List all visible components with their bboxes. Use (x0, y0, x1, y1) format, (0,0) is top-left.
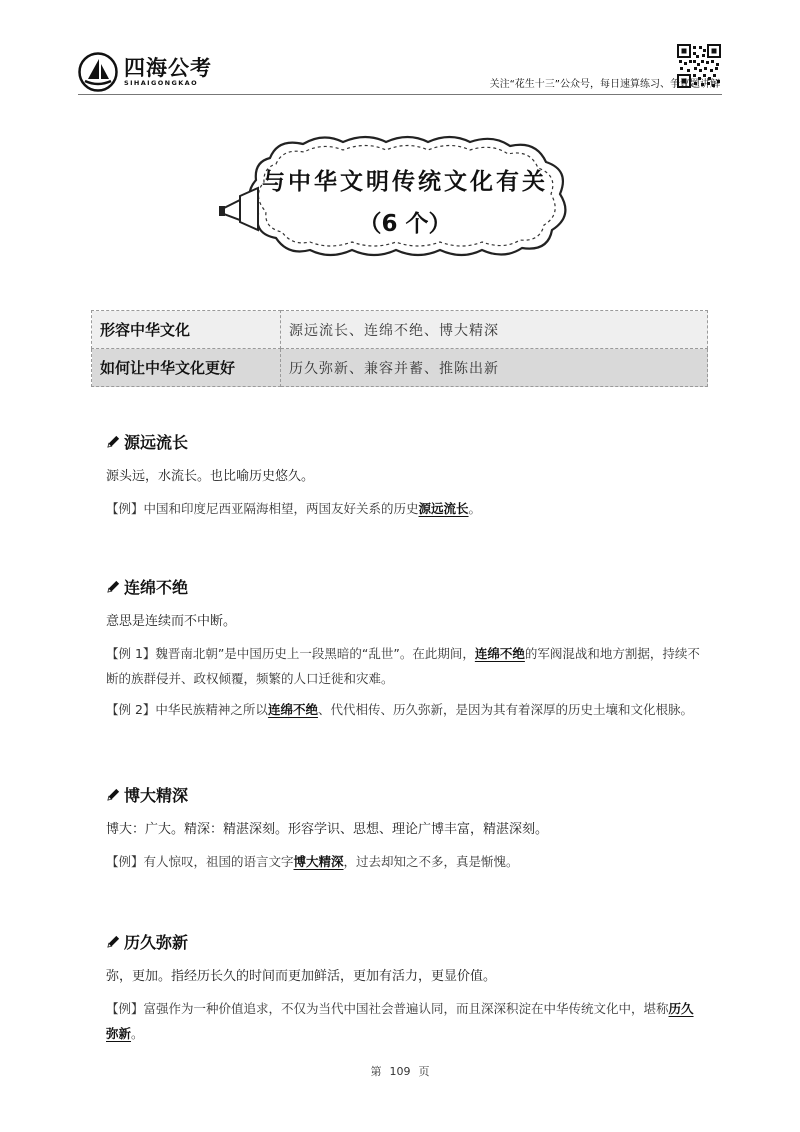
entry-definition: 博大：广大。精深：精湛深刻。形容学识、思想、理论广博丰富，精湛深刻。 (106, 822, 549, 837)
entry-definition: 弥，更加。指经历长久的时间而更加鲜活，更加有活力，更显价值。 (106, 969, 497, 984)
summary-table (91, 310, 708, 387)
page-title: 与中华文明传统文化有关 (262, 169, 548, 195)
brand-logo (78, 52, 212, 92)
example-keyword: 连绵不绝 (474, 646, 525, 661)
entry-example (106, 849, 706, 874)
idiom-entry (106, 930, 706, 1046)
example-text: 【例 2】中华民族精神之所以 (106, 702, 268, 717)
page-number-value: 109 (389, 1065, 411, 1078)
example-keyword: 历久弥新 (106, 1001, 694, 1041)
entry-heading-text: 源远流长 (124, 433, 189, 452)
entry-heading (106, 575, 706, 598)
page-suffix: 页 (418, 1065, 430, 1078)
example-keyword: 源远流长 (418, 501, 469, 516)
entry-heading (106, 783, 706, 806)
entry-heading-text: 历久弥新 (124, 933, 189, 952)
header-note: 关注“花生十三”公众号，每日速算练习、争议题讲解 (489, 79, 720, 90)
example-keyword: 连绵不绝 (267, 702, 318, 717)
idiom-entry (106, 430, 706, 521)
pencil-icon (106, 787, 121, 802)
page-prefix: 第 (370, 1065, 382, 1078)
idiom-entry (106, 783, 706, 874)
page-number (0, 1063, 800, 1079)
table-row (92, 311, 708, 349)
example-text: 。 (131, 1026, 144, 1041)
entry-definition: 意思是连续而不中断。 (106, 614, 237, 629)
sailboat-logo-icon (78, 52, 118, 92)
example-text: 。 (468, 501, 482, 516)
pencil-icon (106, 934, 121, 949)
example-text: 、代代相传、历久弥新，是因为其有着深厚的历史土壤和文化根脉。 (317, 702, 693, 717)
header-divider (78, 94, 722, 95)
entry-definition: 源头远，水流长。也比喻历史悠久。 (106, 469, 315, 484)
idiom-entry (106, 575, 706, 722)
page-subtitle: （6 个） (358, 211, 452, 237)
entry-example (106, 496, 706, 521)
pencil-icon (106, 579, 121, 594)
entry-heading (106, 930, 706, 953)
logo-name: 四海公考 (124, 56, 212, 80)
table-row (92, 349, 708, 387)
table-value: 源远流长、连绵不绝、博大精深 (281, 311, 708, 349)
entry-example (106, 996, 706, 1046)
example-text: 【例】中国和印度尼西亚隔海相望，两国友好关系的历史 (106, 501, 419, 516)
example-text: 【例】有人惊叹，祖国的语言文字 (106, 854, 294, 869)
entry-heading-text: 连绵不绝 (124, 578, 189, 597)
pencil-icon (106, 434, 121, 449)
entry-heading-text: 博大精深 (124, 786, 189, 805)
entry-example (106, 641, 706, 691)
entry-heading (106, 430, 706, 453)
example-text: 【例 1】魏晋南北朝”是中国历史上一段黑暗的“乱世”。在此期间， (106, 646, 475, 661)
page-header (0, 0, 800, 100)
entry-example (106, 697, 706, 722)
table-key: 形容中华文化 (92, 311, 281, 349)
table-key: 如何让中华文化更好 (92, 349, 281, 387)
example-text: 【例】富强作为一种价值追求，不仅为当代中国社会普遍认同，而且深深积淀在中华传统文化中，堪称 (106, 1001, 669, 1016)
example-text: ，过去却知之不多，真是惭愧。 (343, 854, 519, 869)
table-value: 历久弥新、兼容并蓄、推陈出新 (281, 349, 708, 387)
example-keyword: 博大精深 (293, 854, 344, 869)
example-text: 的军阀混战和地方割据，持续不断的族群侵并、政权倾覆，频繁的人口迁徙和灾难。 (106, 646, 700, 686)
logo-pinyin: SIHAIGONGKAO (124, 79, 199, 87)
